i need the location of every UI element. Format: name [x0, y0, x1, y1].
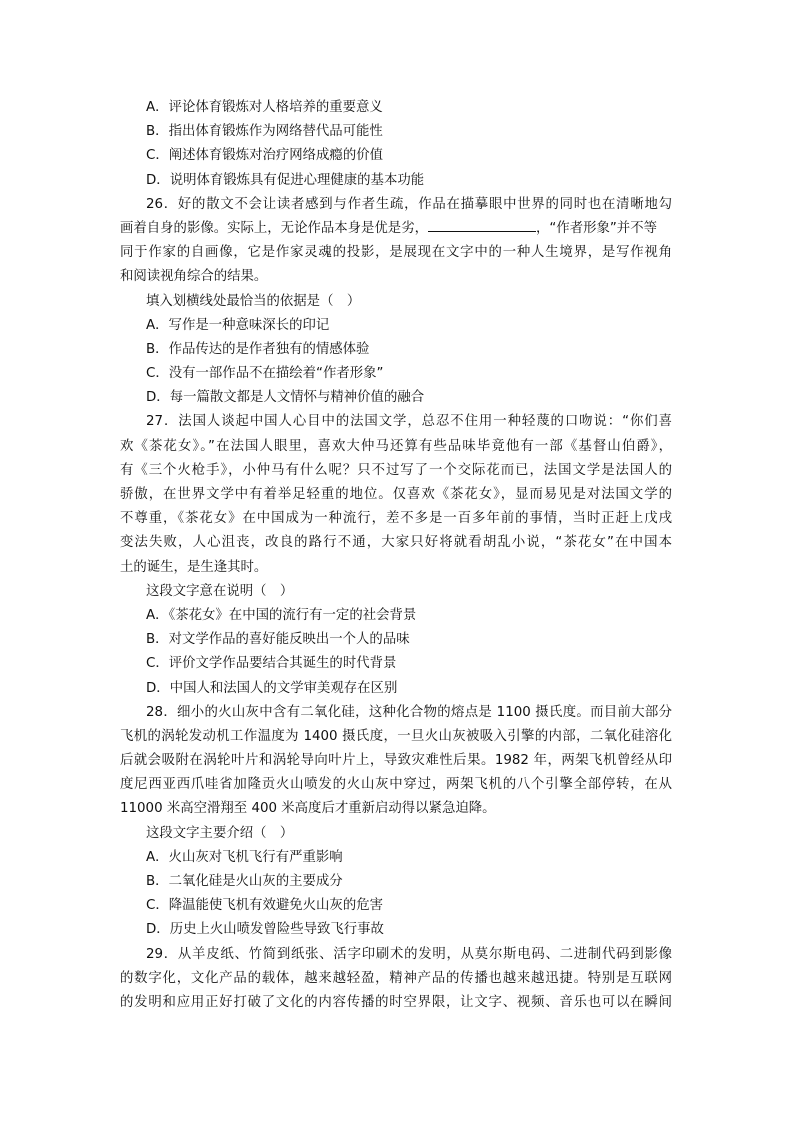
q28-passage-line: 28．细小的火山灰中含有二氧化硅，这种化合物的熔点是 1100 摄氏度。而目前大部分	[146, 704, 672, 720]
q26-passage-fragment: 画着自身的影像。实际上，无论作品本身是优是劣，	[120, 220, 428, 236]
q28-passage-line: 飞机的涡轮发动机工作温度为 1400 摄氏度，一旦火山灰被吸入引擎的内部，二氧化硅溶化	[120, 728, 672, 744]
q28-prompt: 这段文字主要介绍（ ）	[146, 825, 294, 841]
q26-option-d: D．每一篇散文都是人文情怀与精神价值的融合	[146, 390, 425, 406]
q28-passage-line: 11000 米高空滑翔至 400 米高度后才重新启动得以紧急迫降。	[120, 801, 496, 817]
answer-blank	[428, 217, 536, 232]
document-body	[120, 96, 672, 1015]
q26-prompt: 填入划横线处最恰当的依据是（ ）	[146, 293, 361, 309]
q27-prompt: 这段文字意在说明（ ）	[146, 583, 294, 599]
q26-passage-line-with-blank	[120, 217, 672, 241]
q26-option-a: A．写作是一种意味深长的印记	[146, 317, 330, 333]
q25-option-c: C．阐述体育锻炼对治疗网络成瘾的价值	[146, 148, 383, 164]
q28-option-d: D．历史上火山喷发曾险些导致飞行事故	[146, 922, 384, 938]
q28-option-a: A．火山灰对飞机飞行有严重影响	[146, 849, 343, 865]
q28-passage-line: 度尼西亚西爪哇省加隆贡火山喷发的火山灰中穿过，两架飞机的八个引擎全部停转，在从	[120, 777, 672, 793]
q28-passage-line: 后就会吸附在涡轮叶片和涡轮导向叶片上，导致灾难性后果。1982 年，两架飞机曾经从印	[120, 753, 672, 769]
q26-option-c: C．没有一部作品不在描绘着“作者形象”	[146, 366, 384, 382]
q26-passage-fragment: ，“作者形象”并不等	[535, 220, 657, 236]
q25-option-a: A．评论体育锻炼对人格培养的重要意义	[146, 100, 383, 115]
q27-passage-line: 有《三个火枪手》，小仲马有什么呢？只不过写了一个交际花而已，法国文学是法国人的	[120, 462, 672, 478]
q27-option-a: A．《茶花女》在中国的流行有一定的社会背景	[146, 607, 417, 623]
q27-passage-line: 不尊重，《茶花女》在中国成为一种流行，差不多是一百多年前的事情，当时正赶上戊戌	[120, 511, 672, 527]
q26-passage-line: 同于作家的自画像，它是作家灵魂的投影，是展现在文字中的一种人生境界，是写作视角	[120, 245, 672, 261]
q26-passage-line: 和阅读视角综合的结果。	[120, 269, 268, 285]
q27-passage-line: 土的诞生，是生逢其时。	[120, 559, 268, 575]
q29-passage-line: 的数字化，文化产品的载体，越来越轻盈，精神产品的传播也越来越迅捷。特别是互联网	[120, 970, 672, 986]
q27-passage-line: 变法失败，人心沮丧，改良的路行不通，大家只好将就看胡乱小说，“茶花女”在中国本	[120, 535, 672, 551]
q27-passage-line: 欢《茶花女》。”在法国人眼里，喜欢大仲马还算有些品味毕竟他有一部《基督山伯爵》，	[120, 438, 672, 454]
q29-passage-line: 的发明和应用正好打破了文化的内容传播的时空界限，让文字、视频、音乐也可以在瞬间	[120, 994, 672, 1010]
q27-option-c: C．评价文学作品要结合其诞生的时代背景	[146, 656, 397, 672]
q28-option-b: B．二氧化硅是火山灰的主要成分	[146, 874, 343, 889]
q27-passage-line: 27．法国人谈起中国人心目中的法国文学，总忍不住用一种轻蔑的口吻说：“你们喜	[146, 414, 672, 430]
q25-option-d: D．说明体育锻炼具有促进心理健康的基本功能	[146, 172, 425, 188]
q26-passage-line: 26．好的散文不会让读者感到与作者生疏，作品在描摹眼中世界的同时也在清晰地勾	[146, 196, 672, 212]
q27-passage-line: 骄傲，在世界文学中有着举足轻重的地位。仅喜欢《茶花女》，显而易见是对法国文学的	[120, 487, 672, 502]
q28-option-c: C．降温能使飞机有效避免火山灰的危害	[146, 898, 383, 914]
q25-option-b: B．指出体育锻炼作为网络替代品可能性	[146, 124, 383, 140]
q26-option-b: B．作品传达的是作者独有的情感体验	[146, 341, 370, 357]
q27-option-d: D．中国人和法国人的文学审美观存在区别	[146, 680, 398, 696]
q27-option-b: B．对文学作品的喜好能反映出一个人的品味	[146, 632, 410, 648]
q29-passage-line: 29．从羊皮纸、竹简到纸张、活字印刷术的发明，从莫尔斯电码、二进制代码到影像	[146, 946, 672, 962]
